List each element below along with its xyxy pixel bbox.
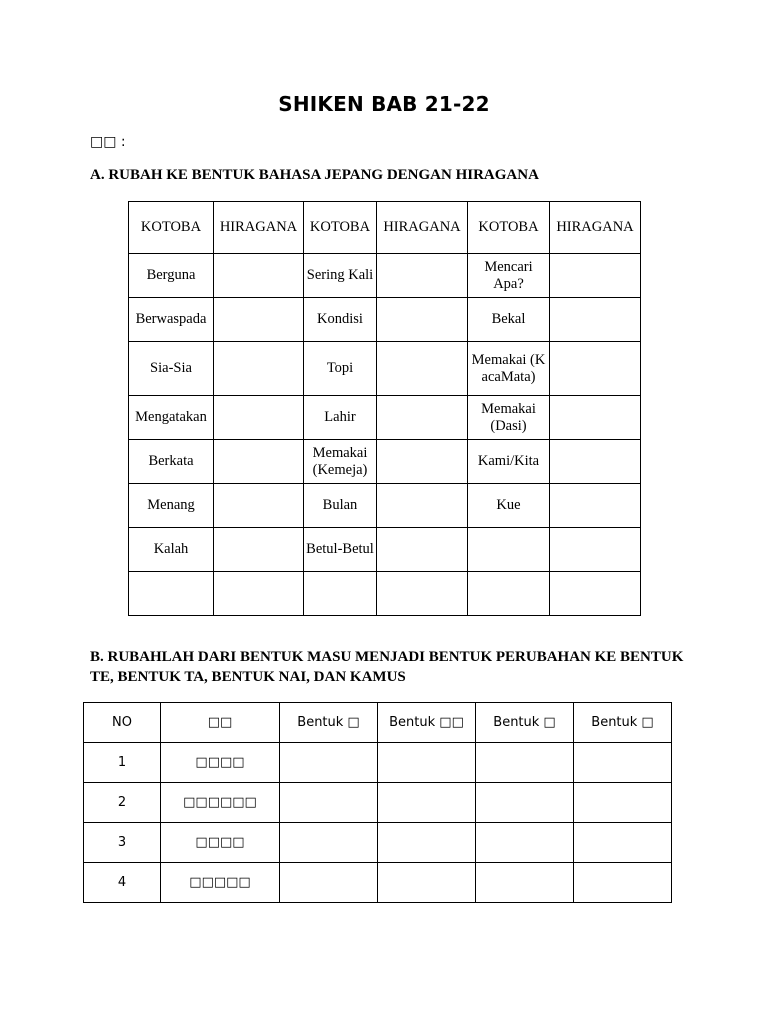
kotoba-cell: Betul-Betul	[304, 528, 377, 572]
kotoba-cell: Kue	[468, 484, 550, 528]
table-row	[129, 254, 641, 298]
kotoba-cell: Bekal	[468, 298, 550, 342]
table-row	[84, 783, 672, 823]
answer-cell[interactable]	[476, 743, 574, 783]
kotoba-cell: Lahir	[304, 396, 377, 440]
hiragana-answer-cell[interactable]	[550, 254, 641, 298]
answer-cell[interactable]	[280, 743, 378, 783]
table-row	[129, 484, 641, 528]
section-a-heading: A. RUBAH KE BENTUK BAHASA JEPANG DENGAN HIRAGANA	[90, 167, 539, 183]
kotoba-cell: Sia-Sia	[129, 342, 214, 396]
table-row	[129, 440, 641, 484]
kotoba-cell	[129, 572, 214, 616]
hiragana-answer-cell[interactable]	[550, 484, 641, 528]
header-hiragana: HIRAGANA	[550, 202, 641, 254]
table-header-row	[84, 703, 672, 743]
vocabulary-table	[128, 201, 641, 616]
answer-cell[interactable]	[574, 783, 672, 823]
page-title: SHIKEN BAB 21-22	[278, 92, 490, 116]
kotoba-cell: Berguna	[129, 254, 214, 298]
header-kotoba: KOTOBA	[304, 202, 377, 254]
hiragana-answer-cell[interactable]	[214, 342, 304, 396]
answer-cell[interactable]	[280, 823, 378, 863]
kotoba-cell	[304, 572, 377, 616]
table-row	[129, 528, 641, 572]
kotoba-cell: Memakai (Dasi)	[468, 396, 550, 440]
kotoba-cell: Berkata	[129, 440, 214, 484]
verb-form-table	[83, 702, 672, 903]
answer-cell[interactable]	[280, 783, 378, 823]
table-row	[84, 863, 672, 903]
header-no: NO	[84, 703, 161, 743]
hiragana-answer-cell[interactable]	[550, 396, 641, 440]
header-ta-form: Bentuk □□	[378, 703, 476, 743]
table-row	[129, 572, 641, 616]
hiragana-answer-cell[interactable]	[214, 440, 304, 484]
answer-cell[interactable]	[378, 743, 476, 783]
hiragana-answer-cell[interactable]	[214, 484, 304, 528]
row-number: 3	[84, 823, 161, 863]
verb-cell: □□□□□	[161, 863, 280, 903]
answer-cell[interactable]	[378, 783, 476, 823]
table-row	[84, 743, 672, 783]
kotoba-cell: Kami/Kita	[468, 440, 550, 484]
header-kotoba: KOTOBA	[129, 202, 214, 254]
hiragana-answer-cell[interactable]	[550, 298, 641, 342]
table-row	[129, 396, 641, 440]
kotoba-cell: Mengatakan	[129, 396, 214, 440]
hiragana-answer-cell[interactable]	[214, 254, 304, 298]
verb-cell: □□□□	[161, 743, 280, 783]
answer-cell[interactable]	[280, 863, 378, 903]
answer-cell[interactable]	[378, 823, 476, 863]
hiragana-answer-cell[interactable]	[377, 572, 468, 616]
hiragana-answer-cell[interactable]	[377, 396, 468, 440]
kotoba-cell: Kalah	[129, 528, 214, 572]
header-nai-form: Bentuk □	[476, 703, 574, 743]
hiragana-answer-cell[interactable]	[214, 528, 304, 572]
hiragana-answer-cell[interactable]	[377, 298, 468, 342]
header-masu-form: □□	[161, 703, 280, 743]
kotoba-cell: Kondisi	[304, 298, 377, 342]
name-label: □□ :	[90, 134, 126, 150]
row-number: 1	[84, 743, 161, 783]
hiragana-answer-cell[interactable]	[214, 298, 304, 342]
row-number: 2	[84, 783, 161, 823]
row-number: 4	[84, 863, 161, 903]
table-row	[129, 298, 641, 342]
hiragana-answer-cell[interactable]	[550, 528, 641, 572]
answer-cell[interactable]	[574, 863, 672, 903]
answer-cell[interactable]	[574, 743, 672, 783]
answer-cell[interactable]	[476, 863, 574, 903]
kotoba-cell: Topi	[304, 342, 377, 396]
kotoba-cell: Memakai (KacaMata)	[468, 342, 550, 396]
answer-cell[interactable]	[574, 823, 672, 863]
header-te-form: Bentuk □	[280, 703, 378, 743]
answer-cell[interactable]	[476, 783, 574, 823]
hiragana-answer-cell[interactable]	[377, 254, 468, 298]
hiragana-answer-cell[interactable]	[550, 342, 641, 396]
kotoba-cell: Memakai (Kemeja)	[304, 440, 377, 484]
hiragana-answer-cell[interactable]	[550, 440, 641, 484]
header-kotoba: KOTOBA	[468, 202, 550, 254]
header-hiragana: HIRAGANA	[377, 202, 468, 254]
hiragana-answer-cell[interactable]	[214, 572, 304, 616]
answer-cell[interactable]	[476, 823, 574, 863]
hiragana-answer-cell[interactable]	[377, 528, 468, 572]
table-row	[84, 823, 672, 863]
kotoba-cell: Berwaspada	[129, 298, 214, 342]
kotoba-cell	[468, 528, 550, 572]
table-row	[129, 342, 641, 396]
section-b-heading: B. RUBAHLAH DARI BENTUK MASU MENJADI BENTUK PERUBAHAN KE BENTUK TE, BENTUK TA, BENTUK NAI, DAN KAMUS	[90, 649, 684, 685]
header-dictionary-form: Bentuk □	[574, 703, 672, 743]
verb-cell: □□□□	[161, 823, 280, 863]
kotoba-cell: Mencari Apa?	[468, 254, 550, 298]
verb-cell: □□□□□□	[161, 783, 280, 823]
answer-cell[interactable]	[378, 863, 476, 903]
header-hiragana: HIRAGANA	[214, 202, 304, 254]
kotoba-cell: Menang	[129, 484, 214, 528]
table-header-row	[129, 202, 641, 254]
hiragana-answer-cell[interactable]	[550, 572, 641, 616]
hiragana-answer-cell[interactable]	[377, 484, 468, 528]
hiragana-answer-cell[interactable]	[377, 342, 468, 396]
kotoba-cell	[468, 572, 550, 616]
hiragana-answer-cell[interactable]	[377, 440, 468, 484]
kotoba-cell: Sering Kali	[304, 254, 377, 298]
kotoba-cell: Bulan	[304, 484, 377, 528]
hiragana-answer-cell[interactable]	[214, 396, 304, 440]
